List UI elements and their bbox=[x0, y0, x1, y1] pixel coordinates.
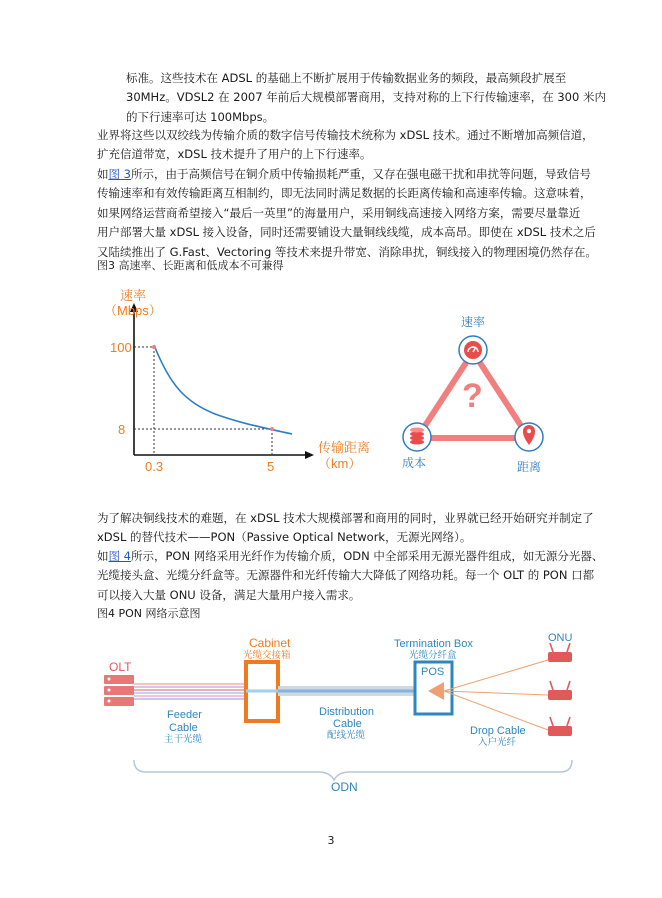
distribution-label-en-1: Distribution bbox=[319, 706, 375, 718]
text-line: 如果网络运营商希望接入“最后一英里”的海量用户，采用铜线高速接入网络方案，需要尽量靠近 bbox=[97, 205, 581, 220]
drop-fibers bbox=[444, 660, 548, 730]
text-line: 为了解决铜线技术的难题，在 xDSL 技术大规模部署和商用的同时，业界就已经开始研究并制定了 bbox=[97, 511, 594, 525]
text-line: xDSL 的替代技术——PON（Passive Optical Network，无源光网络）。 bbox=[97, 530, 472, 545]
text-line: 可以接入大量 ONU 设备，满足大量用户接入需求。 bbox=[97, 587, 361, 602]
text-line: 传输速率和有效传输距离互相制约，即无法同时满足数据的长距离传输和高速率传输。这意味着， bbox=[97, 186, 592, 201]
y-tick-100: 100 bbox=[110, 340, 132, 355]
distribution-label-en-2: Cable bbox=[333, 718, 362, 730]
figure4-link[interactable]: 图 4 bbox=[108, 549, 131, 563]
feeder-label-en-2: Cable bbox=[169, 722, 198, 734]
feeder-cable-bundle bbox=[134, 684, 246, 699]
drop-cable-label-en: Drop Cable bbox=[470, 725, 526, 737]
odn-label: ODN bbox=[331, 780, 358, 794]
triangle-label-distance: 距离 bbox=[517, 460, 542, 474]
y-axis-unit: （Mbps） bbox=[104, 303, 162, 318]
figure3-link[interactable]: 图 3 bbox=[108, 167, 131, 181]
text-rest: 所示，PON 网络采用光纤作为传输介质，ODN 中全部采用无源光器件组成，如无源分光器、 bbox=[130, 549, 604, 563]
feeder-label-cn: 主干光缆 bbox=[164, 734, 203, 745]
triangle-label-speed: 速率 bbox=[461, 315, 486, 329]
text-prefix: 如 bbox=[97, 167, 109, 181]
text-line: 又陆续推出了 G.Fast、Vectoring 等技术来提升带宽、消除串扰，铜线接入的物理困境仍然存在。 bbox=[97, 244, 597, 259]
onu-label: ONU bbox=[548, 632, 573, 644]
drop-cable-label-cn: 入户光纤 bbox=[478, 737, 517, 748]
olt-device bbox=[104, 675, 134, 706]
figure3-caption: 图3 高速率、长距离和低成本不可兼得 bbox=[97, 259, 284, 272]
question-mark: ? bbox=[462, 377, 483, 415]
onu-router-icon bbox=[548, 681, 572, 700]
text-line: 标准。这些技术在 ADSL 的基础上不断扩展用于传输数据业务的频段，最高频段扩展至 bbox=[126, 71, 567, 85]
text-line: 扩充信道带宽，xDSL 技术提升了用户的上下行速率。 bbox=[97, 147, 372, 162]
text-line: 光缆接头盒、光缆分纤盒等。无源器件和光纤传输大大降低了网络功耗。每一个 OLT 的 PON 口都 bbox=[97, 568, 595, 583]
text-line: 业界将这些以双绞线为传输介质的数字信号传输技术统称为 xDSL 技术。通过不断增加高频信道， bbox=[97, 128, 594, 142]
cabinet-label-cn: 光缆交接箱 bbox=[243, 650, 291, 661]
feeder-label-en-1: Feeder bbox=[167, 709, 202, 721]
figure4-caption: 图4 PON 网络示意图 bbox=[97, 607, 201, 620]
text-line: 用户部署大量 xDSL 接入设备，同时还需要铺设大量铜线线缆，成本高昂。即使在 xDSL 技术之后 bbox=[97, 225, 596, 240]
y-tick-8: 8 bbox=[118, 422, 126, 437]
x-axis-label: 传输距离 bbox=[318, 440, 371, 455]
pos-label: POS bbox=[421, 666, 445, 678]
olt-label: OLT bbox=[109, 660, 132, 674]
text-prefix: 如 bbox=[97, 549, 109, 563]
onu-router-icon bbox=[548, 643, 572, 662]
page-number: 3 bbox=[327, 834, 335, 847]
text-rest: 所示，由于高频信号在铜介质中传输损耗严重，又存在强电磁干扰和串扰等问题，导致信号 bbox=[130, 167, 591, 181]
cabinet-label-en: Cabinet bbox=[249, 636, 291, 650]
termination-label-cn: 光缆分纤盒 bbox=[409, 650, 457, 661]
x-axis-unit: （km） bbox=[318, 456, 362, 471]
distribution-label-cn: 配线光缆 bbox=[327, 730, 366, 741]
text-line: 30MHz。VDSL2 在 2007 年前后大规模部署商用，支持对称的上下行传输速率，在 300 米内 bbox=[126, 90, 606, 105]
y-axis-label: 速率 bbox=[120, 288, 147, 303]
x-tick-5: 5 bbox=[267, 459, 275, 474]
x-tick-0-3: 0.3 bbox=[145, 459, 164, 474]
triangle-label-cost: 成本 bbox=[402, 456, 427, 470]
text-line: 的下行速率可达 100Mbps。 bbox=[126, 109, 275, 124]
onu-router-icon bbox=[548, 717, 572, 736]
odn-brace bbox=[134, 760, 572, 780]
termination-label-en: Termination Box bbox=[394, 638, 473, 650]
